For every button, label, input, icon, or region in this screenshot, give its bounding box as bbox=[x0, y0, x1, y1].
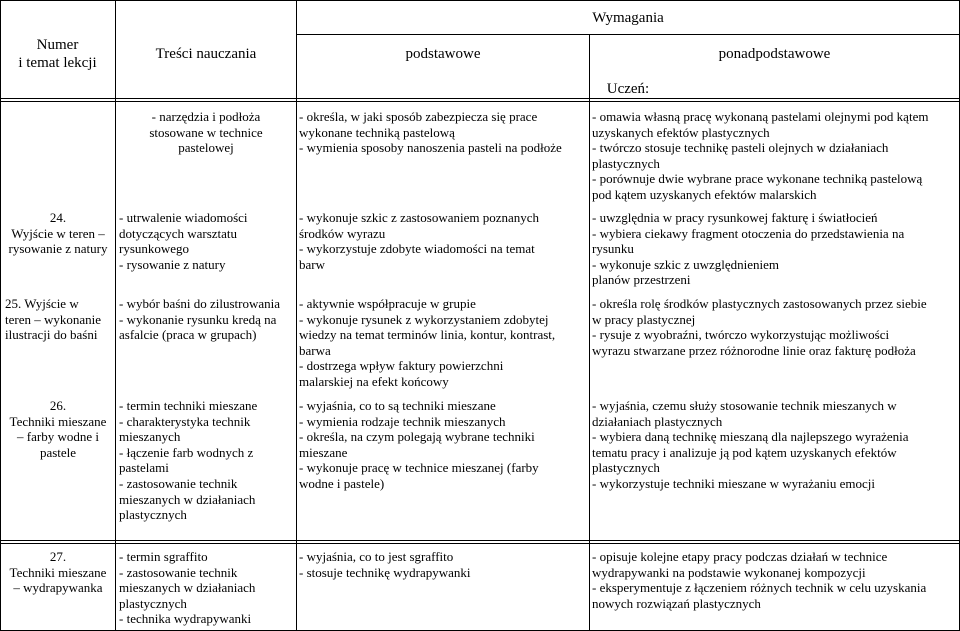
row26-content: - termin techniki mieszane - charakterystyka technik mieszanych - łączenie farb wodnych z pastelami - zastosowanie technik mieszanych w działaniach plastycznych bbox=[119, 398, 258, 523]
grid-col3 bbox=[589, 34, 590, 631]
header-lesson: Numer i temat lekcji bbox=[18, 37, 97, 71]
row25-adv: - określa rolę środków plastycznych zastosowanych przez siebie w pracy plastycznej - rysuje z wyobraźni, twórczo wykorzystując możliwości wyrazu stwarzane przez różnorodne linie oraz fakturę podłoża bbox=[592, 296, 927, 358]
header-advanced: ponadpodstawowe bbox=[718, 46, 831, 62]
row27-lesson: 27. Techniki mieszane – wydrapywanka bbox=[9, 549, 107, 596]
row24-adv-b: - uwzględnia w pracy rysunkowej fakturę i światłocień - wybiera ciekawy fragment otoczenia do przedstawienia na rysunku - wykonuje szkic z uwzględnieniem planów przestrzeni bbox=[592, 210, 905, 288]
header-content: Treści nauczania bbox=[155, 46, 257, 62]
row26-basic: - wyjaśnia, co to są techniki mieszane - wymienia rodzaje technik mieszanych - określa, na czym polegają wybrane techniki mieszane - wykonuje pracę w technice mieszanej (farby wodne i pastele) bbox=[299, 398, 539, 491]
row27-content: - termin sgraffito - zastosowanie technik mieszanych w działaniach plastycznych - technika wydrapywanki bbox=[119, 549, 256, 627]
row24-content-b: - utrwalenie wiadomości dotyczących warsztatu rysunkowego - rysowanie z natury bbox=[119, 210, 248, 272]
row24-adv-a: - omawia własną pracę wykonaną pastelami olejnymi pod kątem uzyskanych efektów plastycznych - twórczo stosuje technikę pasteli olejnych w działaniach plastycznych - porównuje dwie wybrane prace wykonane techniką pastelową pod kątem uzyskanych efektów malarskich bbox=[592, 109, 929, 202]
grid-student-row-bottom bbox=[0, 101, 960, 102]
grid-header-mid bbox=[296, 34, 960, 35]
grid-row27-top2 bbox=[0, 543, 960, 544]
row24-lesson: 24. Wyjście w teren – rysowanie z natury bbox=[8, 210, 108, 257]
row25-basic: - aktywnie współpracuje w grupie - wykonuje rysunek z wykorzystaniem zdobytej wiedzy na temat terminów linia, kontur, kontrast, barwa - dostrzega wpływ faktury powierzchni malarskiej na efekt końcowy bbox=[299, 296, 556, 389]
row24-basic-b: - wykonuje szkic z zastosowaniem poznanych środków wyrazu - wykorzystuje zdobyte wiadomości na temat barw bbox=[299, 210, 540, 272]
row27-adv: - opisuje kolejne etapy pracy podczas działań w technice wydrapywanki na podstawie wykonanej kompozycji - eksperymentuje z łączeniem różnych technik w celu uzyskania nowych rozwiązań plastycznych bbox=[592, 549, 927, 611]
row25-content: - wybór baśni do zilustrowania - wykonanie rysunku kredą na asfalcie (praca w grupach) bbox=[119, 296, 281, 343]
row26-lesson: 26. Techniki mieszane – farby wodne i pastele bbox=[9, 398, 107, 460]
header-student: Uczeń: bbox=[606, 81, 650, 97]
row24-content-a: - narzędzia i podłoża stosowane w technice pastelowej bbox=[149, 109, 263, 156]
row24-basic-a: - określa, w jaki sposób zabezpiecza się prace wykonane techniką pastelową - wymienia sposoby nanoszenia pasteli na podłoże bbox=[299, 109, 562, 156]
grid-left bbox=[0, 0, 1, 631]
grid-header-bottom bbox=[0, 98, 960, 99]
header-basic: podstawowe bbox=[405, 46, 481, 62]
grid-top bbox=[0, 0, 960, 1]
row26-adv: - wyjaśnia, czemu służy stosowanie technik mieszanych w działaniach plastycznych - wybiera daną technikę mieszaną dla najlepszego wyrażenia tematu pracy i analizuje ją pod kątem uzyskanych efektów plastycznych - wykorzystuje techniki mieszane w wyrażaniu emocji bbox=[592, 398, 909, 491]
header-requirements: Wymagania bbox=[592, 10, 664, 26]
grid-col1 bbox=[115, 0, 116, 631]
row25-lesson: 25. Wyjście w teren – wykonanie ilustracji do baśni bbox=[5, 296, 102, 343]
grid-row27-top bbox=[0, 540, 960, 541]
row27-basic: - wyjaśnia, co to jest sgraffito - stosuje technikę wydrapywanki bbox=[299, 549, 471, 580]
